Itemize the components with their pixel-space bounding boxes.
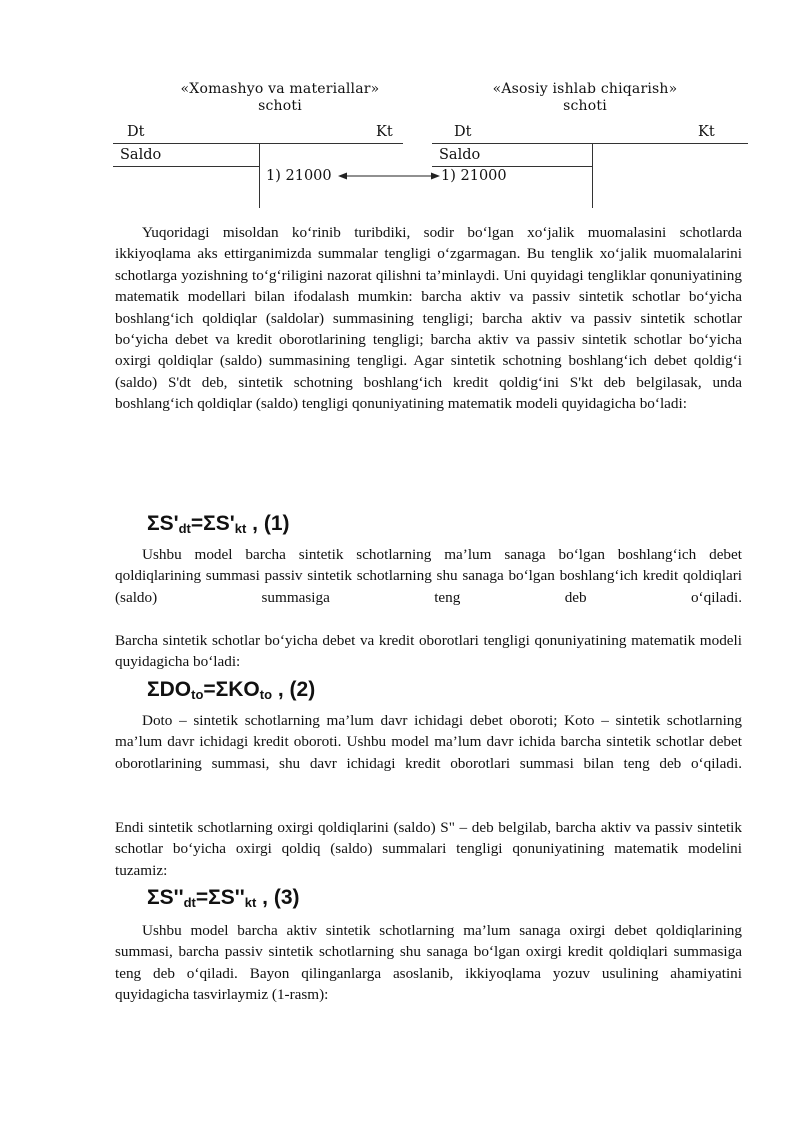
right-account-top-line <box>432 143 748 144</box>
left-account-divider <box>259 143 260 208</box>
left-account-title: «Xomashyo va materiallar» schoti <box>180 81 380 114</box>
paragraph-5: Endi sintetik schotlarning oxirgi qoldiqlarini (saldo) S" – deb belgilab, barcha aktiv va passiv sintetik schotlar bo‘yicha oxirgi qoldiq (saldo) summalari tengligi qonuniyatining matematik modelini tuzamiz: <box>115 819 742 879</box>
left-account-entry: 1) 21000 <box>266 168 332 184</box>
left-account-top-line <box>113 143 403 144</box>
transfer-arrow-icon <box>338 169 440 183</box>
formula-3: $\Sigma S''_{dt}=\Sigma S''_{kt}$ , (3) <box>147 886 300 910</box>
right-account-kt-label: Kt <box>698 124 715 140</box>
paragraph-1: Yuqoridagi misoldan ko‘rinib turibdiki, sodir bo‘lgan xo‘jalik muomalasini schotlarda ikkiyoqlama aks ettirganimizda summalar tengligi o‘zgarmagan. Bu tenglik xo‘jalik muomalalarini schotlarga yozishning to‘g‘riligini nazorat qilishni ta’minlaydi. Uni quyidagi tengliklar qonuniyatining matematik modellari bilan ifodalash mumkin: barcha aktiv va passiv sintetik schotlar bo‘yicha boshlang‘ich qoldiqlar (saldolar) summasining tengligi; barcha aktiv va passiv sintetik schotlar bo‘yicha debet va kredit oborotlarining tengligi; barcha aktiv va passiv sintetik schotlar bo‘yicha oxirgi qoldiqlar (saldo) summasining tengligi. Agar sintetik schotning boshlang‘ich debet qoldig‘i (saldo) S'dt deb, sintetik schotning boshlang‘ich kredit qoldig‘ini S'kt deb belgilasak, unda boshlang‘ich qoldiqlar (saldo) tengligi qonuniyatining matematik modeli quyidagicha bo‘ladi: <box>115 224 742 413</box>
right-account-dt-label: Dt <box>454 124 472 140</box>
right-account-divider <box>592 143 593 208</box>
paragraph-2: Ushbu model barcha sintetik schotlarning ma’lum sanaga bo‘lgan boshlang‘ich debet qoldiqlarining summasi passiv sintetik schotlarning shu sanaga bo‘lgan boshlang‘ich kredit qoldiqlari (saldo) summasiga teng deb o‘qiladi. <box>115 546 742 606</box>
left-account-kt-label: Kt <box>376 124 393 140</box>
formula-1: $\Sigma S'_{dt}=\Sigma S'_{kt}$ , (1) <box>147 512 290 536</box>
left-account-dt-label: Dt <box>127 124 145 140</box>
paragraph-3: Barcha sintetik schotlar bo‘yicha debet va kredit oborotlari tengligi qonuniyatining matematik modeli quyidagicha bo‘ladi: <box>115 632 742 671</box>
left-account-saldo: Saldo <box>120 147 162 163</box>
paragraph-6: Ushbu model barcha aktiv sintetik schotlarning ma’lum sanaga oxirgi debet qoldiqlarining summasi, barcha passiv sintetik schotlarning shu sanaga bo‘lgan oxirgi kredit qoldiqlari summasiga teng deb o‘qiladi. Bayon qilinganlarga asoslanib, ikkiyoqlama yozuv usulining ahamiyatini quyidagicha tasvirlaymiz (1-rasm): <box>115 922 742 1004</box>
right-account-entry: 1) 21000 <box>441 168 507 184</box>
right-account-saldo-line <box>432 166 592 167</box>
right-account-title: «Asosiy ishlab chiqarish» schoti <box>492 81 678 114</box>
paragraph-4: Doto – sintetik schotlarning ma’lum davr ichidagi debet oboroti; Koto – sintetik schotlarning ma’lum davr ichidagi kredit oboroti. Ushbu model ma’lum davr ichida barcha sintetik schotlar debet oborotlarining summasi, shu davr ichidagi kredit oborotlari summasi bilan teng deb o‘qiladi. <box>115 712 742 772</box>
left-account-saldo-line <box>113 166 259 167</box>
right-account-saldo: Saldo <box>439 147 481 163</box>
formula-2: $\Sigma DO_{to}=\Sigma KO_{to}$ , (2) <box>147 678 316 702</box>
